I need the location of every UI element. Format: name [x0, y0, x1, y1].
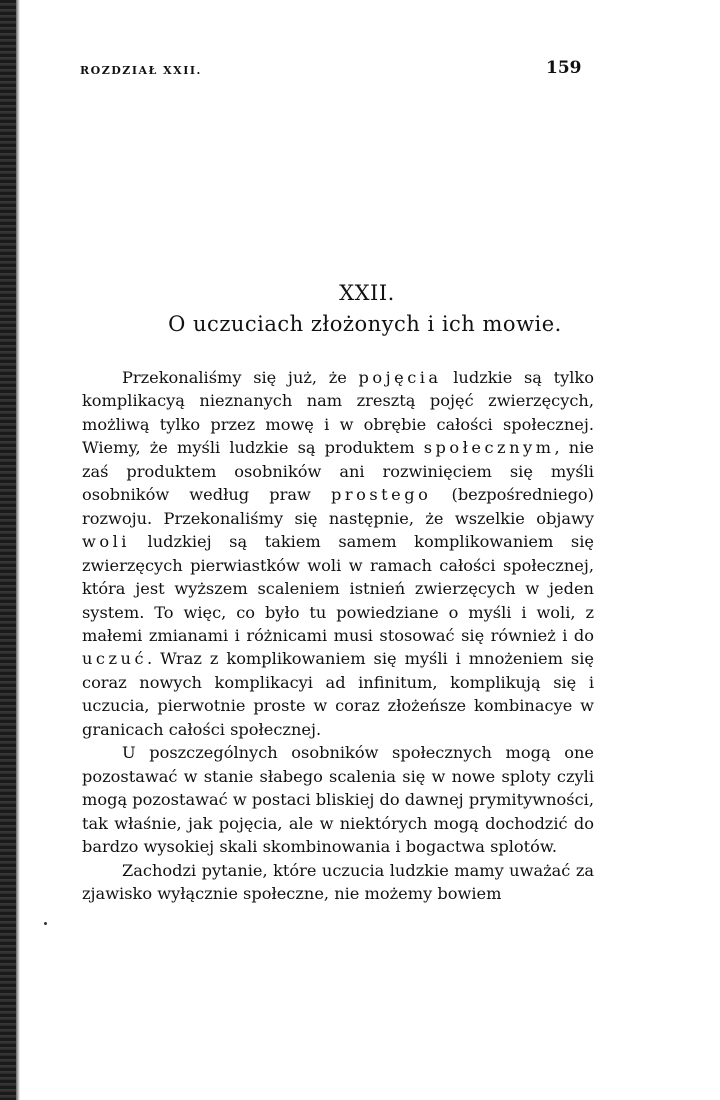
page-number: 159: [546, 58, 582, 78]
text-run: , nie zaś produktem osobników ani rozwinięciem się myśli osobników według praw: [82, 438, 594, 505]
emphasized-word: pojęcia: [358, 368, 442, 387]
margin-speck: [44, 922, 47, 925]
chapter-number: XXII.: [339, 281, 395, 305]
emphasized-word: uczuć: [82, 649, 148, 669]
body-text: [82, 366, 594, 905]
text-run: ludzkiej są takiem samem komplikowaniem się zwierzęcych pierwiastków woli w ramach całości społecznej, która jest wyższem scaleniem istnień zwierzęcych w jeden system. To więc, co było tu powiedziane o myśli i woli, z małemi zmianami i różnicami musi stosować się również i do: [82, 532, 594, 645]
paragraph: [82, 366, 594, 741]
emphasized-word: woli: [82, 532, 130, 552]
paragraph: [82, 741, 594, 858]
emphasized-word: prostego: [331, 485, 432, 505]
running-head: ROZDZIAŁ XXII.: [80, 64, 202, 77]
scan-binding-edge: [0, 0, 16, 1100]
text-run: Przekonaliśmy się już, że: [122, 368, 359, 387]
emphasized-word: społecznym: [423, 438, 555, 458]
text-run: U poszczególnych osobników społecznych mogą one pozostawać w stanie słabego scalenia się w nowe sploty czyli mogą pozostawać w postaci bliskiej do dawnej prymitywności, tak właśnie, jak pojęcia, ale w niektórych mogą dochodzić do bardzo wysokiej skali skombinowania i bogactwa splotów.: [82, 743, 594, 857]
text-run: ludzkie są tylko komplikacyą nieznanych nam zresztą pojęć zwierzęcych, możliwą tylko przez mowę i w obrębie całości społecznej. Wiemy, że myśli ludzkie są produktem: [82, 368, 594, 458]
chapter-title: O uczuciach złożonych i ich mowie.: [168, 312, 562, 336]
text-run: Zachodzi pytanie, które uczucia ludzkie mamy uważać za zjawisko wyłącznie społeczne, nie możemy bowiem: [82, 860, 594, 903]
text-run: (bezpośredniego) rozwoju. Przekonaliśmy się następnie, że wszelkie objawy: [82, 485, 594, 528]
text-run: . Wraz z komplikowaniem się myśli i mnożeniem się coraz nowych komplikacyi ad infinitum, komplikują się i uczucia, pierwotnie proste w coraz złożeńsze kombinacye w granicach całości społecznej.: [82, 649, 594, 739]
paragraph: [82, 859, 594, 906]
